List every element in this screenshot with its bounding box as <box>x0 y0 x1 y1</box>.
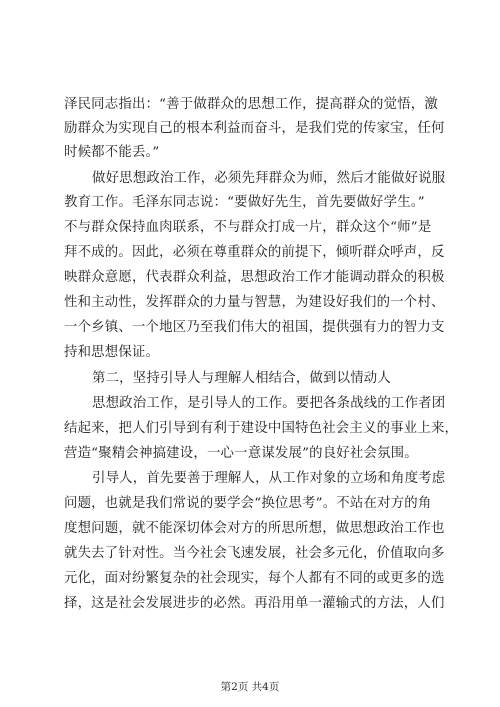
text-line: 映群众意愿，代表群众利益，思想政治工作才能调动群众的积极 <box>64 270 445 285</box>
text-line: 拜不成的。因此，必须在尊重群众的前提下，倾听群众呼声，反 <box>64 245 445 260</box>
text-line: 时候都不能丢。” <box>64 145 160 160</box>
text-line: 教育工作。毛泽东同志说：“要做好先生，首先要做好学生。” <box>64 195 425 210</box>
text-line: 度想问题，就不能深切体会对方的所思所想，做思想政治工作也 <box>64 521 445 536</box>
text-line: 持和思想保证。 <box>64 345 160 360</box>
section-heading: 第二，坚持引导人与理解人相结合，做到以情动人 <box>92 371 391 386</box>
text-line: 元化，面对纷繁复杂的社会现实，每个人都有不同的或更多的选 <box>64 571 445 586</box>
text-line: 泽民同志指出：“善于做群众的思想工作，提高群众的觉悟，激 <box>64 97 438 112</box>
text-line: 思想政治工作，是引导人的工作。要把各条战线的工作者团 <box>92 396 446 411</box>
text-line: 问题，也就是我们常说的要学会“换位思考”。不站在对方的角 <box>64 496 432 511</box>
text-line: 择，这是社会发展进步的必然。再沿用单一灌输式的方法，人们 <box>64 596 445 611</box>
text-line: 性和主动性，发挥群众的力量与智慧，为建设好我们的一个村、 <box>64 295 445 310</box>
text-line: 营造“聚精会神搞建设，一心一意谋发展”的良好社会氛围。 <box>64 446 418 461</box>
text-line: 不与群众保持血肉联系，不与群众打成一片，群众这个“师”是 <box>64 220 432 235</box>
text-line: 引导人，首先要善于理解人，从工作对象的立场和角度考虑 <box>92 471 446 486</box>
text-line: 励群众为实现自己的根本利益而奋斗，是我们党的传家宝，任何 <box>64 121 445 136</box>
text-line: 就失去了针对性。当今社会飞速发展，社会多元化，价值取向多 <box>64 546 445 561</box>
text-line: 做好思想政治工作，必须先拜群众为师，然后才能做好说服 <box>92 171 446 186</box>
text-line: 结起来，把人们引导到有利于建设中国特色社会主义的事业上来， <box>64 421 459 436</box>
text-line: 一个乡镇、一个地区乃至我们伟大的祖国，提供强有力的智力支 <box>64 320 445 335</box>
page-footer: 第2页 共4页 <box>220 681 280 693</box>
